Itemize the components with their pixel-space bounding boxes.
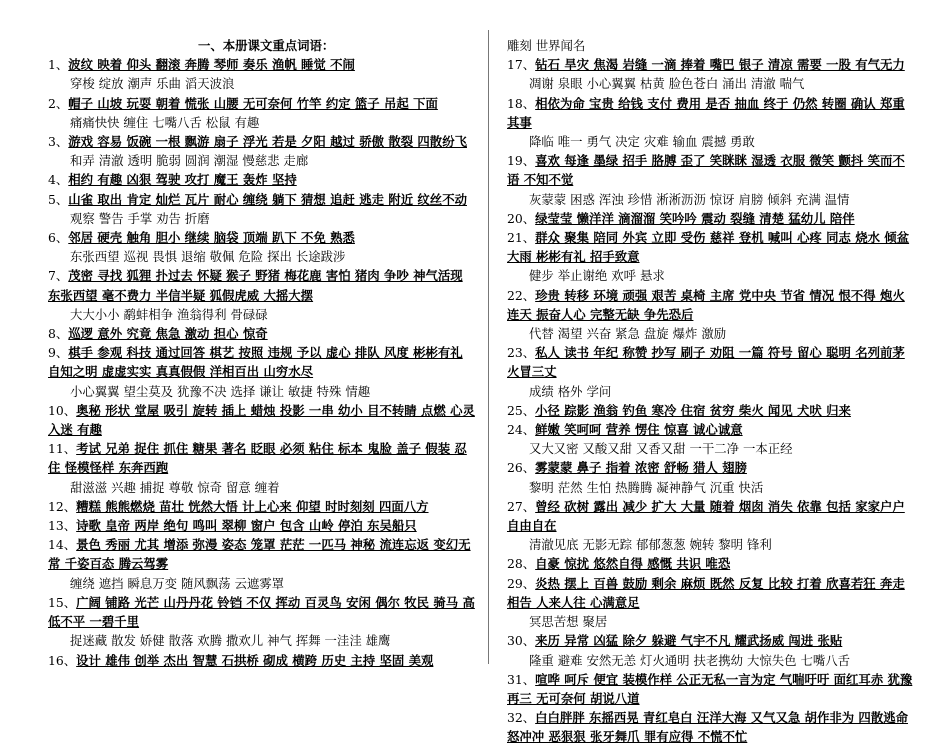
right-word-list — [507, 36, 917, 747]
key-words: 设计 雄伟 创举 杰出 智慧 石拱桥 砌成 横跨 历史 主持 坚固 美观 — [76, 652, 434, 668]
extra-words: 灰蒙蒙 困惑 浑浊 珍惜 淅淅沥沥 惊讶 肩膀 倾斜 充满 温情 — [529, 191, 850, 207]
lesson-entry — [507, 670, 917, 708]
key-words: 喜欢 每逢 墨绿 招手 胳膊 歪了 笑眯眯 湿透 衣服 微笑 颤抖 笑而不语 不知不觉 — [507, 153, 905, 188]
lesson-number: 25、 — [507, 402, 536, 418]
lesson-entry — [48, 170, 478, 189]
extra-words: 甜滋滋 兴趣 捕捉 尊敬 惊奇 留意 缠着 — [70, 479, 280, 495]
extra-words: 代替 渴望 兴奋 紧急 盘旋 爆炸 激励 — [529, 326, 727, 342]
key-words: 雾蒙蒙 鼻子 指着 浓密 舒畅 猎人 翅膀 — [535, 460, 747, 476]
key-words: 棋手 参观 科技 通过回答 棋艺 按照 违规 予以 虚心 排队 风度 彬彬有礼 自知之明 虚虚实实 真真假假 洋相百出 山穷水尽 — [48, 345, 463, 380]
key-words: 来历 异常 凶猛 除夕 躲避 气宇不凡 耀武扬威 闯进 张贴 — [535, 633, 843, 649]
lesson-entry — [507, 497, 917, 535]
lesson-entry — [507, 420, 917, 439]
left-column — [48, 0, 478, 670]
lesson-number: 5、 — [48, 191, 69, 207]
key-words: 奥秘 形状 堂屋 吸引 旋转 插上 蜡烛 投影 一串 幼小 目不转睛 点燃 心灵 入迷 有趣 — [48, 402, 475, 438]
lesson-number: 3、 — [48, 134, 69, 150]
extra-words: 捉迷藏 散发 娇健 散落 欢腾 撒欢儿 神气 挥舞 一洼洼 雄鹰 — [70, 633, 391, 649]
lesson-number: 7、 — [48, 268, 69, 284]
lesson-number: 28、 — [507, 556, 536, 572]
lesson-number: 12、 — [48, 498, 77, 514]
key-words: 曾经 砍树 露出 减少 扩大 大量 随着 烟囱 消失 依靠 包括 家家户户 自由自在 — [507, 498, 905, 534]
lesson-entry — [48, 535, 478, 573]
lesson-number: 15、 — [48, 594, 77, 610]
lesson-entry — [507, 458, 917, 477]
key-words: 群众 聚集 陪同 外宾 立即 受伤 慈祥 登机 喊叫 心疼 同志 烧水 倾盆大雨 彬彬有礼 招手致意 — [507, 230, 910, 265]
lesson-number: 17、 — [507, 57, 536, 73]
lesson-number: 9、 — [48, 345, 69, 361]
lesson-entry — [507, 55, 917, 74]
lesson-entry — [48, 190, 478, 209]
lesson-entry — [507, 401, 917, 420]
lesson-entry — [48, 651, 478, 670]
key-words: 相依为命 宝贵 给钱 支付 费用 是否 抽血 终于 仍然 转圈 确认 郑重其事 — [507, 95, 905, 130]
lesson-number: 16、 — [48, 652, 77, 668]
key-words: 小径 踪影 渔翁 钓鱼 寒冷 住宿 贫穷 柴火 闻见 犬吠 归来 — [535, 402, 851, 418]
left-word-list — [48, 55, 478, 670]
extra-words: 东张西望 巡视 畏惧 退缩 敬佩 危险 探出 长途跋涉 — [70, 249, 346, 265]
key-words: 茂密 寻找 狐狸 扑过去 怀疑 猴子 野猪 梅花鹿 害怕 猪肉 争吵 神气活现 东张西望 毫不费力 半信半疑 狐假虎威 大摇大摆 — [48, 268, 463, 303]
extra-words: 和弄 清澈 透明 脆弱 圆润 潮湿 慢慈悲 走廊 — [70, 153, 309, 169]
lesson-number: 32、 — [507, 710, 536, 726]
lesson-number: 21、 — [507, 230, 536, 246]
extra-words: 黎明 茫然 生怕 热腾腾 凝神静气 沉重 快活 — [529, 479, 764, 495]
key-words: 考试 兄弟 捉住 抓住 糖果 著名 眨眼 必须 粘住 标本 鬼脸 盖子 假装 忍住 怪模怪样 东奔西跑 — [48, 441, 467, 476]
lesson-number: 29、 — [507, 575, 536, 591]
lesson-number: 11、 — [48, 441, 77, 457]
lesson-entry — [507, 554, 917, 573]
lesson-entry — [48, 266, 478, 304]
lesson-entry — [507, 631, 917, 650]
extra-words: 清澈见底 无影无踪 郁郁葱葱 婉转 黎明 锋利 — [529, 537, 772, 553]
key-words: 白白胖胖 东摇西晃 青红皂白 汪洋大海 又气又急 胡作非为 四散逃命 怒冲冲 恶狠狠 张牙舞爪 罪有应得 不慌不忙 — [507, 710, 908, 745]
extra-words: 穿梭 绽放 潮声 乐曲 滔天波浪 — [70, 76, 235, 92]
lesson-entry — [48, 439, 478, 477]
lesson-number: 24、 — [507, 422, 536, 438]
extra-words: 成绩 格外 学问 — [529, 383, 612, 399]
lesson-number: 19、 — [507, 153, 536, 169]
lesson-entry — [48, 55, 478, 74]
lesson-number: 23、 — [507, 345, 536, 361]
page-title: 一、本册课文重点词语： — [198, 38, 335, 53]
key-words: 绿莹莹 懒洋洋 滴溜溜 笑吟吟 震动 裂缝 清楚 猛幼儿 陪伴 — [535, 210, 855, 226]
key-words: 景色 秀丽 尤其 增添 弥漫 姿态 笼罩 茫茫 一匹马 神秘 流连忘返 变幻无常 千姿百态 腾云驾雾 — [48, 537, 471, 572]
lesson-entry — [48, 497, 478, 516]
lesson-number: 2、 — [48, 95, 69, 111]
key-words: 雕刻 世界闻名 — [507, 38, 586, 53]
lesson-entry — [507, 209, 917, 228]
key-words: 巡逻 意外 究竟 焦急 激动 担心 惊奇 — [68, 326, 268, 342]
lesson-entry — [507, 151, 917, 189]
extra-words: 小心翼翼 望尘莫及 犹豫不决 选择 谦让 敏捷 特殊 情趣 — [70, 383, 371, 399]
lesson-entry — [48, 94, 478, 113]
lesson-number: 27、 — [507, 498, 536, 514]
key-words: 游戏 容易 饭碗 一根 飘游 扇子 浮光 若是 夕阳 越过 骄傲 散裂 四散纷飞 — [68, 134, 467, 150]
lesson-entry — [48, 132, 478, 151]
lesson-entry — [507, 574, 917, 612]
key-words: 糟糕 熊熊燃烧 苗壮 恍然大悟 计上心来 仰望 时时刻刻 四面八方 — [76, 498, 429, 514]
lesson-number: 31、 — [507, 671, 536, 687]
right-column — [507, 0, 917, 747]
lesson-entry — [48, 516, 478, 535]
extra-words: 凋谢 泉眼 小心翼翼 枯黄 脸色苍白 涌出 清澈 喘气 — [529, 76, 805, 92]
lesson-number: 18、 — [507, 95, 536, 111]
extra-words: 健步 举止谢绝 欢呼 悬求 — [529, 268, 665, 284]
key-words: 珍贵 转移 环境 顽强 艰苦 桌椅 主席 党中央 节省 情况 恨不得 炮火连天 振奋人心 完整无缺 争先恐后 — [507, 287, 905, 322]
extra-words: 又大又密 又酸又甜 又香又甜 一干二净 一本正经 — [529, 441, 793, 457]
lesson-entry — [48, 401, 478, 439]
lesson-number: 8、 — [48, 326, 69, 342]
key-words: 喧哗 呵斥 便宜 装模作样 公正无私一言为定 气喘吁吁 面红耳赤 犹豫再三 无可奈何 胡说八道 — [507, 671, 913, 706]
lesson-number: 10、 — [48, 402, 77, 418]
lesson-entry — [507, 708, 917, 746]
key-words: 自豪 惊扰 悠然自得 感慨 共识 唯恐 — [535, 556, 731, 572]
lesson-entry — [48, 324, 478, 343]
extra-words: 观察 警告 手掌 劝告 折磨 — [70, 210, 210, 226]
lesson-entry — [507, 228, 917, 266]
key-words: 相约 有趣 凶狠 驾驶 攻打 魔王 轰炸 坚持 — [68, 172, 297, 188]
column-divider — [488, 30, 489, 664]
key-words: 诗歌 皇帝 两岸 绝句 鸣叫 翠柳 窗户 包含 山岭 停泊 东吴船只 — [76, 518, 417, 534]
extra-words: 隆重 避难 安然无恙 灯火通明 扶老携幼 大惊失色 七嘴八舌 — [529, 652, 851, 668]
extra-words: 大大小小 鹬蚌相争 渔翁得利 骨碌碌 — [70, 306, 268, 322]
lesson-number: 22、 — [507, 287, 536, 303]
lesson-entry — [507, 343, 917, 381]
key-words: 钻石 旱灾 焦渴 岩缝 一滴 捧着 嘴巴 银子 清凉 需要 一股 有气无力 — [535, 57, 905, 73]
key-words: 炎热 摆上 百兽 鼓励 剩余 麻烦 既然 反复 比较 打着 欣喜若狂 奔走相告 人来人往 心满意足 — [507, 575, 905, 610]
lesson-entry — [507, 286, 917, 324]
lesson-number: 30、 — [507, 633, 536, 649]
extra-words: 痛痛快快 缠住 七嘴八舌 松鼠 有趣 — [70, 114, 260, 130]
key-words: 鲜嫩 笑呵呵 营养 愣住 惊喜 诚心诚意 — [535, 422, 743, 438]
extra-words: 缠绕 遮挡 瞬息万变 随风飘荡 云遮雾罩 — [70, 575, 285, 591]
lesson-number: 6、 — [48, 230, 69, 246]
extra-words: 降临 唯一 勇气 决定 灾难 输血 震撼 勇敢 — [529, 134, 755, 150]
key-words: 帽子 山坡 玩耍 朝着 慌张 山腰 无可奈何 竹竿 约定 篮子 吊起 下面 — [68, 95, 438, 111]
key-words: 邻居 硬壳 触角 胆小 继续 脑袋 顶端 趴下 不免 熟悉 — [68, 230, 355, 246]
lesson-entry — [48, 593, 478, 631]
key-words: 广阔 铺路 光芒 山丹丹花 铃铛 不仅 挥动 百灵鸟 安闲 偶尔 牧民 骑马 高低不平 一碧千里 — [48, 594, 475, 630]
lesson-entry — [48, 343, 478, 381]
lesson-number: 1、 — [48, 57, 69, 73]
lesson-number: 4、 — [48, 172, 69, 188]
key-words: 私人 读书 年纪 称赞 抄写 刷子 劝阻 一篇 符号 留心 聪明 名列前茅 火冒三丈 — [507, 345, 905, 380]
lesson-number: 14、 — [48, 537, 77, 553]
extra-words: 冥思苦想 聚居 — [529, 614, 608, 630]
lesson-entry — [48, 228, 478, 247]
lesson-number: 26、 — [507, 460, 536, 476]
key-words: 波纹 映着 仰头 翻滚 奔腾 琴师 奏乐 渔帆 睡觉 不闹 — [68, 57, 355, 73]
lesson-number: 20、 — [507, 210, 536, 226]
lesson-number: 13、 — [48, 518, 77, 534]
key-words: 山雀 取出 肯定 灿烂 瓦片 耐心 缠绕 躺下 猜想 追赶 逃走 附近 纹丝不动 — [68, 191, 467, 207]
lesson-entry — [507, 36, 917, 55]
lesson-entry — [507, 94, 917, 132]
